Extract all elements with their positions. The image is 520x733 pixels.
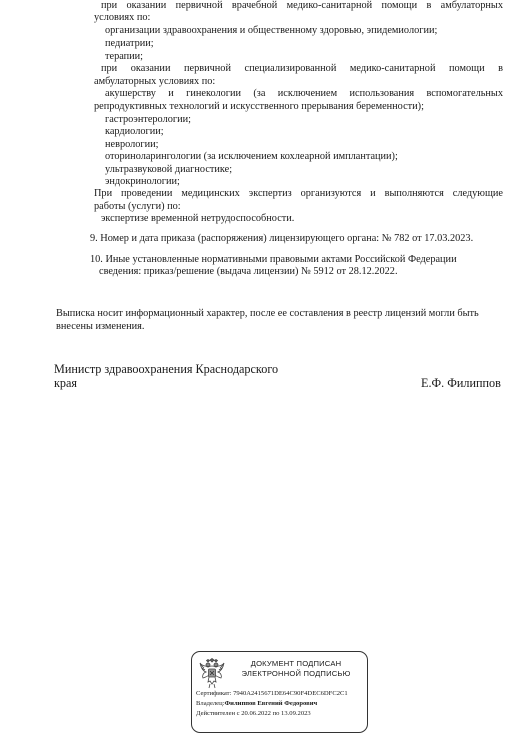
text-line: гастроэнтерологии; xyxy=(105,114,191,125)
text-line: При проведении медицинских экспертиз организуются и выполняются следующие xyxy=(94,188,503,199)
stamp-title-line-2: ЭЛЕКТРОННОЙ ПОДПИСЬЮ xyxy=(241,669,351,678)
notice-line-1: Выписка носит информационный характер, после ее составления в реестр лицензий могли быть xyxy=(56,308,479,319)
certificate-value: 7940A2415671DE64C90F4DEC6DFC2C1 xyxy=(233,690,348,697)
text-line: неврологии; xyxy=(105,139,159,150)
item-9: 9. Номер и дата приказа (распоряжения) лицензирующего органа: № 782 от 17.03.2023. xyxy=(90,233,474,244)
owner-value: Филиппов Евгений Федорович xyxy=(224,700,318,707)
text-line: условиях по: xyxy=(94,12,151,23)
stamp-validity: Действителен с 20.06.2022 по 13.09.2023 xyxy=(196,710,311,717)
electronic-signature-stamp xyxy=(191,651,368,733)
stamp-title-line-1: ДОКУМЕНТ ПОДПИСАН xyxy=(250,659,342,668)
text-line: репродуктивных технологий и искусственного прерывания беременности); xyxy=(94,101,424,112)
item-10-line-2: сведения: приказ/решение (выдача лицензии) № 5912 от 28.12.2022. xyxy=(99,266,398,277)
text-line: акушерству и гинекологии (за исключением использования вспомогательных xyxy=(105,88,503,99)
signatory-name: Е.Ф. Филиппов xyxy=(421,376,501,390)
item-10-line-1: 10. Иные установленные нормативными правовыми актами Российской Федерации xyxy=(90,254,457,265)
text-line: педиатрии; xyxy=(105,38,154,49)
coat-of-arms-icon xyxy=(199,658,225,690)
text-line: работы (услуги) по: xyxy=(94,201,181,212)
text-line: терапии; xyxy=(105,51,144,62)
text-line: эндокринологии; xyxy=(105,176,180,187)
text-line: при оказании первичной врачебной медико-санитарной помощи в амбулаторных xyxy=(101,0,503,11)
stamp-owner xyxy=(196,700,317,708)
stamp-certificate xyxy=(196,690,348,698)
certificate-label: Сертификат: xyxy=(196,690,232,697)
text-line: организации здравоохранения и общественному здоровью, эпидемиологии; xyxy=(105,25,438,36)
text-line: амбулаторных условиях по: xyxy=(94,76,216,87)
signatory-title-line-2: края xyxy=(54,376,78,390)
text-line: оториноларингологии (за исключением кохлеарной имплантации); xyxy=(105,151,398,162)
text-line: при оказании первичной специализированной медико-санитарной помощи в xyxy=(101,63,503,74)
notice-line-2: внесены изменения. xyxy=(56,321,145,332)
text-line: экспертизе временной нетрудоспособности. xyxy=(101,213,295,224)
text-line: кардиологии; xyxy=(105,126,164,137)
owner-label: Владелец: xyxy=(196,700,225,707)
text-line: ультразвуковой диагностике; xyxy=(105,164,233,175)
signatory-title-line-1: Министр здравоохранения Краснодарского xyxy=(54,362,279,376)
